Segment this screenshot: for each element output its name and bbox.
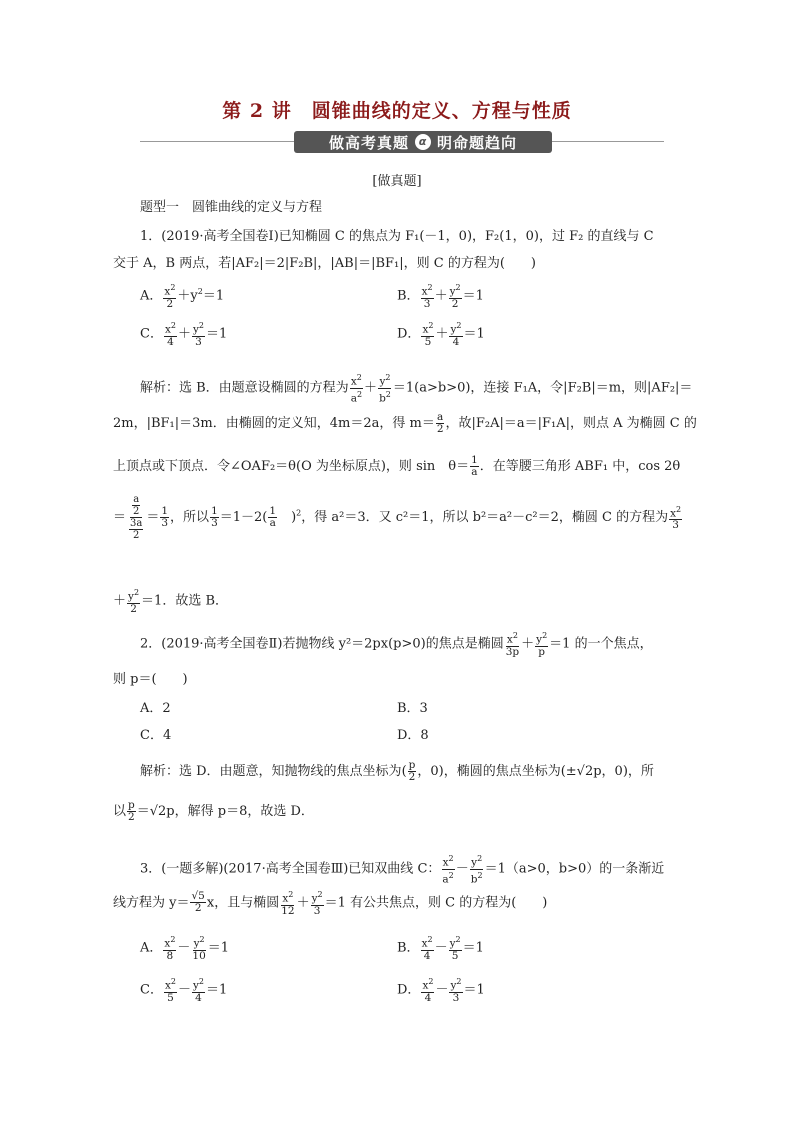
q2-option-d: D．8 (397, 728, 429, 743)
section-banner (294, 131, 552, 153)
q3-option-b: B． $\frac{x^2}{4}$ － $\frac{y^2}{5}$ ＝1 (397, 935, 484, 962)
q2-option-b: B．3 (397, 701, 428, 716)
q2-line2: 则 p＝( ) (113, 672, 188, 687)
s1-line1: 解析：选 B．由题意设椭圆的方程为 $\frac{x^2}{a^2}$ ＋ $\frac{y^2}{b^2}$ ＝1(a>b>0)，连接 F₁A，令|F₂B|＝m，则|AF₂|＝ (140, 373, 693, 404)
banner-rule-left (140, 141, 294, 142)
page-title: 第 2 讲 圆锥曲线的定义、方程与性质 (222, 100, 572, 122)
s2-line2: 以 $\frac{p}{2}$ ＝√2p，解得 p＝8，故选 D． (113, 799, 314, 823)
banner-right-text: 明命题趋向 (437, 133, 518, 152)
q1-option-c: C． $\frac{x^2}{4}$ ＋ $\frac{y^2}{3}$ ＝1 (140, 321, 228, 348)
q1-option-b: B． $\frac{x^2}{3}$ ＋ $\frac{y^2}{2}$ ＝1 (397, 283, 484, 310)
q3-line1: 3．(一题多解)(2017·高考全国卷Ⅲ)已知双曲线 C： $\frac{x^2}{a^2}$ － $\frac{y^2}{b^2}$ ＝1（a>0，b>0）的一条渐近 (140, 854, 665, 885)
s2-line1: 解析：选 D．由题意，知抛物线的焦点坐标为( $\frac{p}{2}$ ，0)，椭圆的焦点坐标为(±√2p，0)，所 (140, 759, 654, 783)
q1-line1: 1．(2019·高考全国卷Ⅰ)已知椭圆 C 的焦点为 F₁(－1，0)，F₂(1，0)，过 F₂ 的直线与 C (140, 229, 654, 244)
type-heading: 题型一 圆锥曲线的定义与方程 (140, 200, 323, 215)
q1-option-a: A． $\frac{x^2}{2}$ $+y^2=1$ (140, 283, 225, 310)
s1-line3: 上顶点或下顶点．令∠OAF₂＝θ(O 为坐标原点)，则 sin θ＝ $\frac{1}{a}$ ．在等腰三角形 ABF₁ 中，cos 2θ (113, 454, 681, 478)
q1-option-d: D． $\frac{x^2}{5}$ ＋ $\frac{y^2}{4}$ ＝1 (397, 321, 485, 348)
q2-option-c: C．4 (140, 728, 172, 743)
q3-line2: 线方程为 y＝ $\frac{√5}{2}$ x，且与椭圆 $\frac{x^2}{12}$ ＋ $\frac{y^2}{3}$ ＝1 有公共焦点，则 C 的方程为( ) (113, 890, 548, 917)
q3-option-c: C． $\frac{x^2}{5}$ － $\frac{y^2}{4}$ ＝1 (140, 977, 228, 1004)
q2-option-a: A．2 (140, 701, 171, 716)
s1-line2: 2m，|BF₁|＝3m．由椭圆的定义知，4m＝2a，得 m＝ $\frac{a}{2}$ ，故|F₂A|＝a＝|F₁A|，则点 A 为椭圆 C 的 (113, 411, 697, 435)
banner-left-text: 做高考真题 (328, 133, 409, 152)
s1-line5: ＋ $\frac{y^2}{2}$ ＝1．故选 B． (113, 588, 229, 615)
s1-line4: ＝ $\frac{\frac{a}{2}}{\frac{3a}{2}}$ ＝ $\frac{1}{3}$ ，所以 $\frac{1}{3}$ ＝1－2( $\frac{1}{a}$ )$^2$，得 a²＝3．又 c²＝1，所以 b²＝a²－c²＝2，椭圆 C 的方程为 $\frac{x^2}{3}$ (113, 494, 682, 541)
banner-rule-right (552, 141, 664, 142)
section-label: [做真题] (372, 174, 422, 189)
q2-line1: 2．(2019·高考全国卷Ⅱ)若抛物线 y²＝2px(p>0)的焦点是椭圆 $\frac{x^2}{3p}$ ＋ $\frac{y^2}{p}$ ＝1 的一个焦点， (140, 631, 653, 658)
q3-option-a: A． $\frac{x^2}{8}$ － $\frac{y^2}{10}$ ＝1 (140, 935, 230, 962)
q3-option-d: D． $\frac{x^2}{4}$ － $\frac{y^2}{3}$ ＝1 (397, 977, 485, 1004)
q1-line2: 交于 A，B 两点，若|AF₂|＝2|F₂B|，|AB|＝|BF₁|，则 C 的方程为( ) (113, 256, 537, 271)
banner-badge-icon: α (415, 134, 431, 150)
